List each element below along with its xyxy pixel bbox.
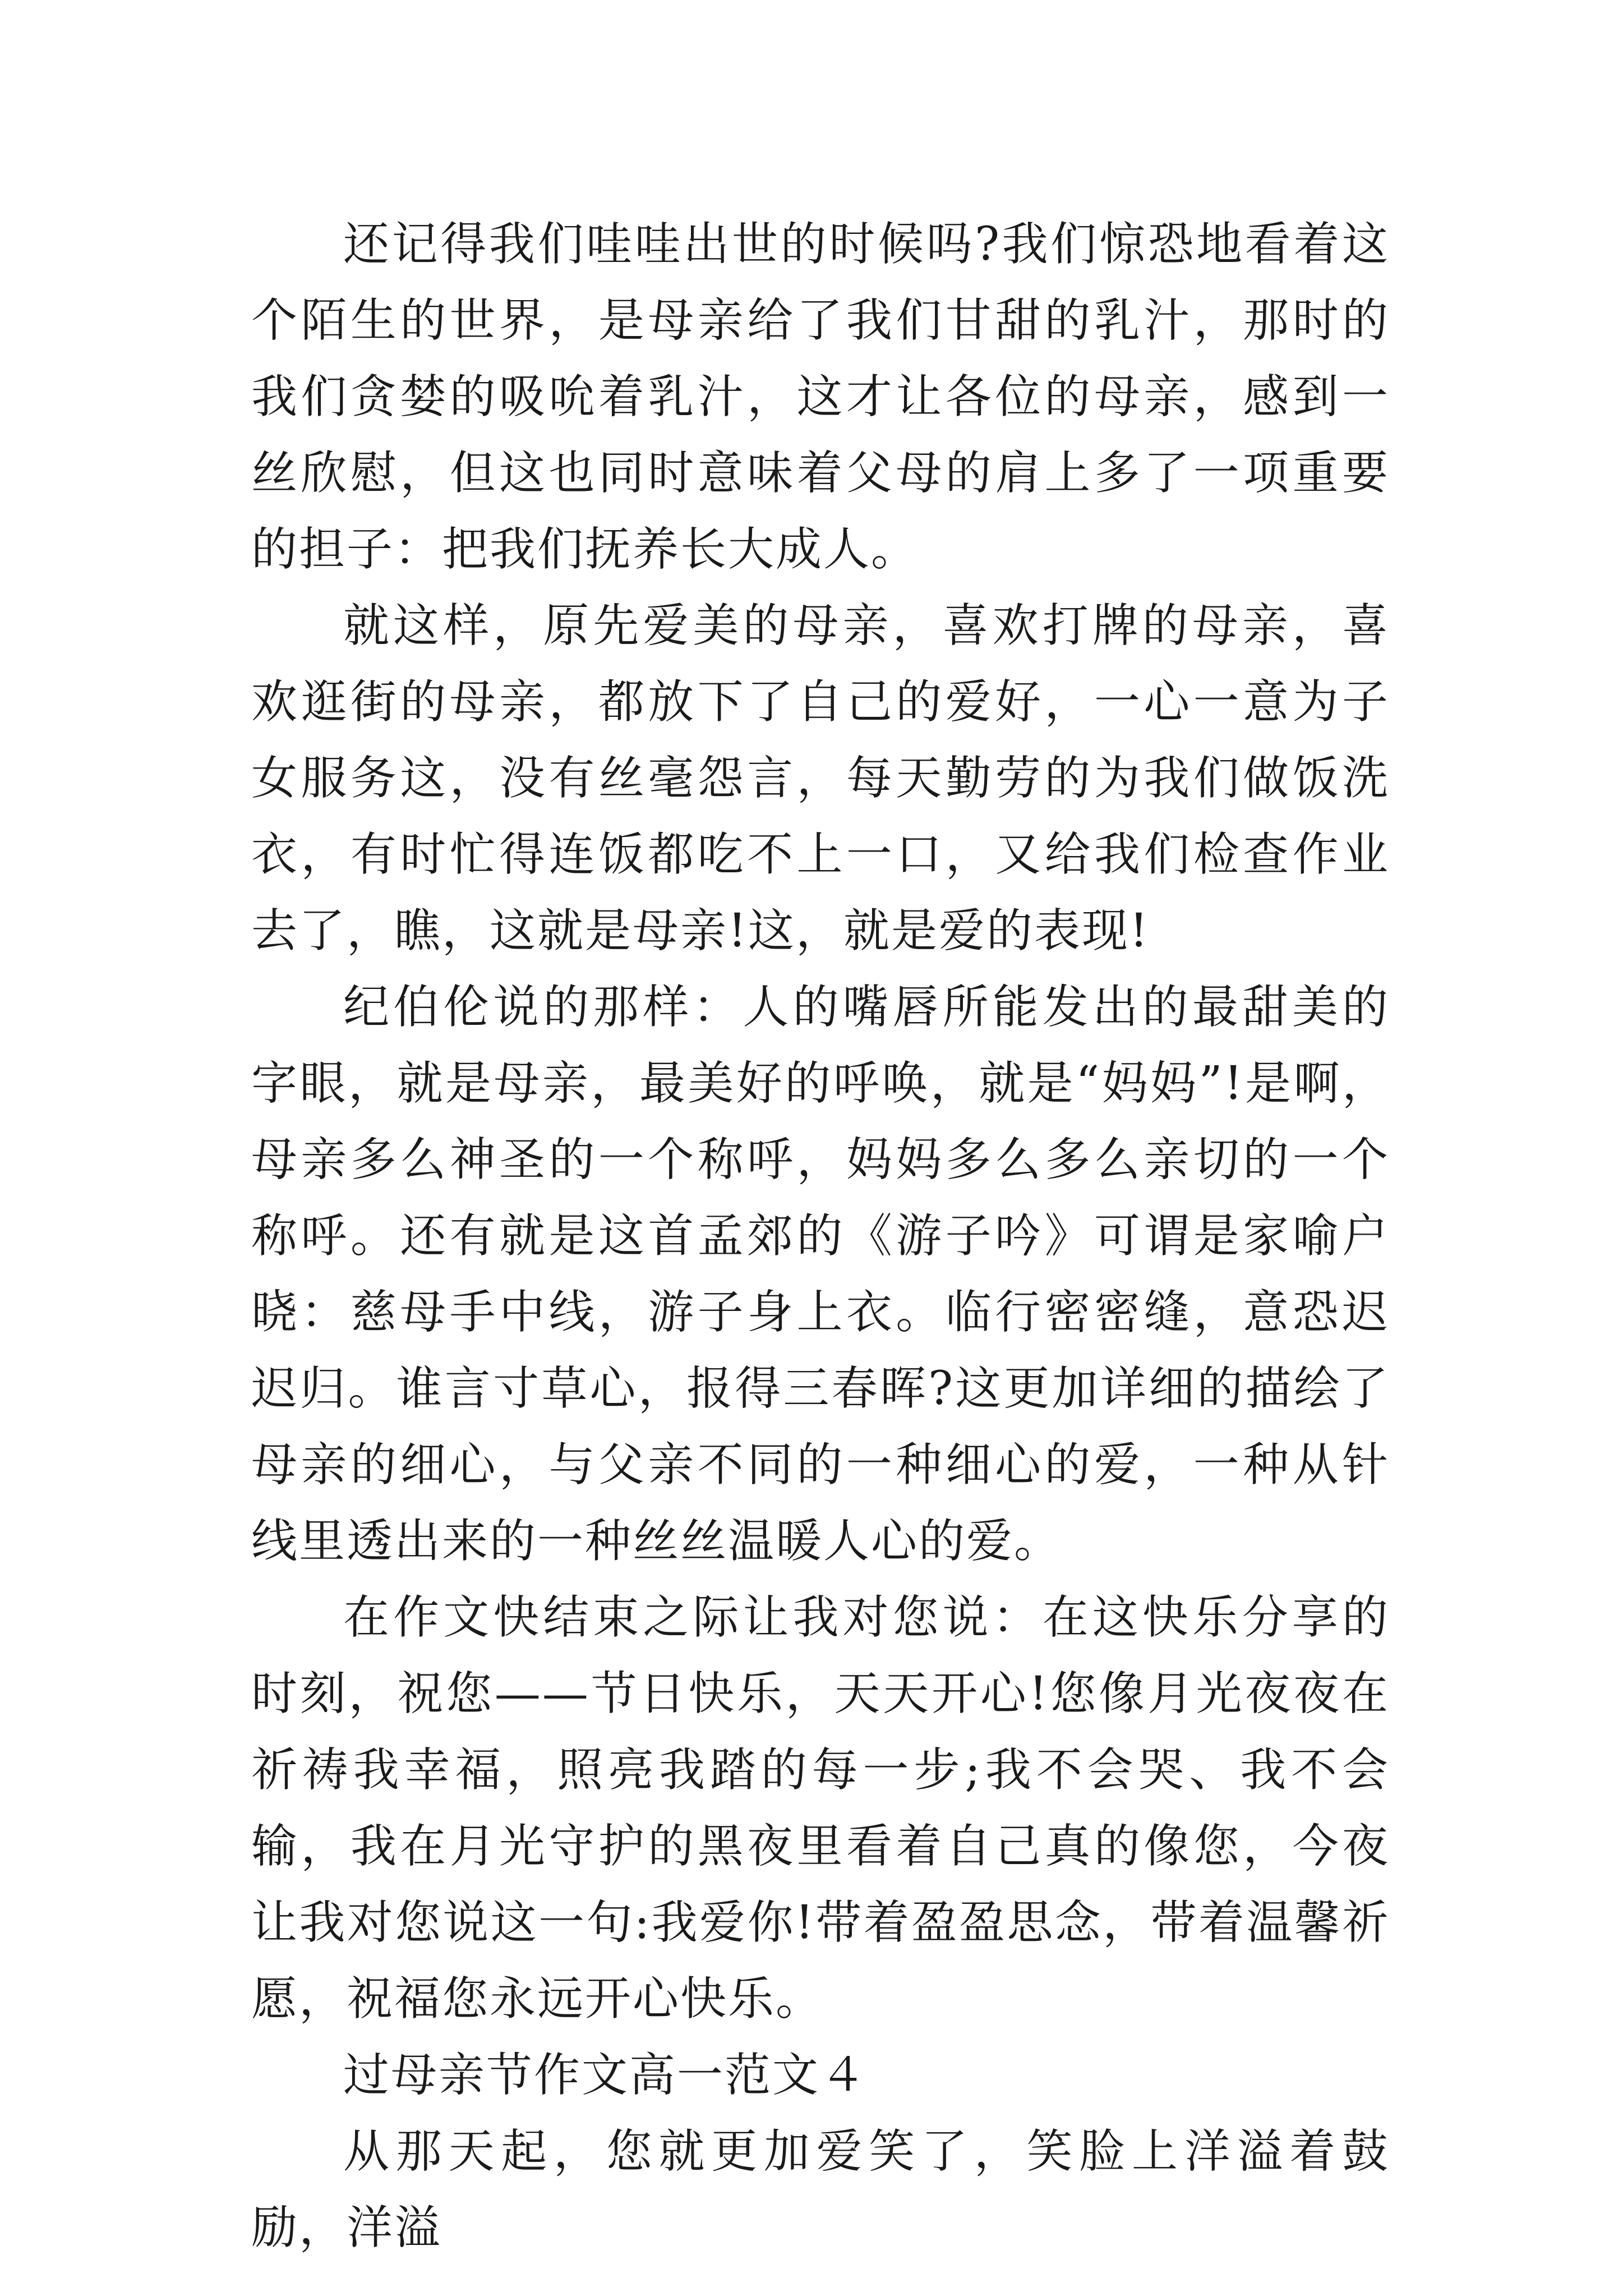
paragraph-1: 还记得我们哇哇出世的时候吗?我们惊恐地看着这个陌生的世界，是母亲给了我们甘甜的乳汁，那时的我们贪婪的吸吮着乳汁，这才让各位的母亲，感到一丝欣慰，但这也同时意味着父母的肩上多了一项重要的担子：把我们抚养长大成人。	[251, 218, 1390, 576]
paragraph-5: 从那天起，您就更加爱笑了，笑脸上洋溢着鼓励，洋溢	[251, 2125, 1390, 2254]
section-heading: 过母亲节作文高一范文４	[343, 2049, 868, 2102]
paragraph-3: 纪伯伦说的那样：人的嘴唇所能发出的最甜美的字眼，就是母亲，最美好的呼唤，就是“妈妈”!是啊，母亲多么神圣的一个称呼，妈妈多么多么亲切的一个称呼。还有就是这首孟郊的《游子吟》可谓是家喻户晓：慈母手中线，游子身上衣。临行密密缝，意恐迟迟归。谁言寸草心，报得三春晖?这更加详细的描绘了母亲的细心，与父亲不同的一种细心的爱，一种从针线里透出来的一种丝丝温暖人心的爱。	[251, 981, 1390, 1568]
document-body	[251, 206, 1390, 2266]
paragraph-2: 就这样，原先爱美的母亲，喜欢打牌的母亲，喜欢逛街的母亲，都放下了自己的爱好，一心一意为子女服务这，没有丝毫怨言，每天勤劳的为我们做饭洗衣，有时忙得连饭都吃不上一口，又给我们检查作业去了，瞧，这就是母亲!这，就是爱的表现!	[251, 599, 1390, 958]
paragraph-4: 在作文快结束之际让我对您说：在这快乐分享的时刻，祝您——节日快乐，天天开心!您像月光夜夜在祈祷我幸福，照亮我踏的每一步;我不会哭、我不会输，我在月光守护的黑夜里看着自己真的像您，今夜让我对您说这一句:我爱你!带着盈盈思念，带着温馨祈愿，祝福您永远开心快乐。	[251, 1591, 1390, 2026]
